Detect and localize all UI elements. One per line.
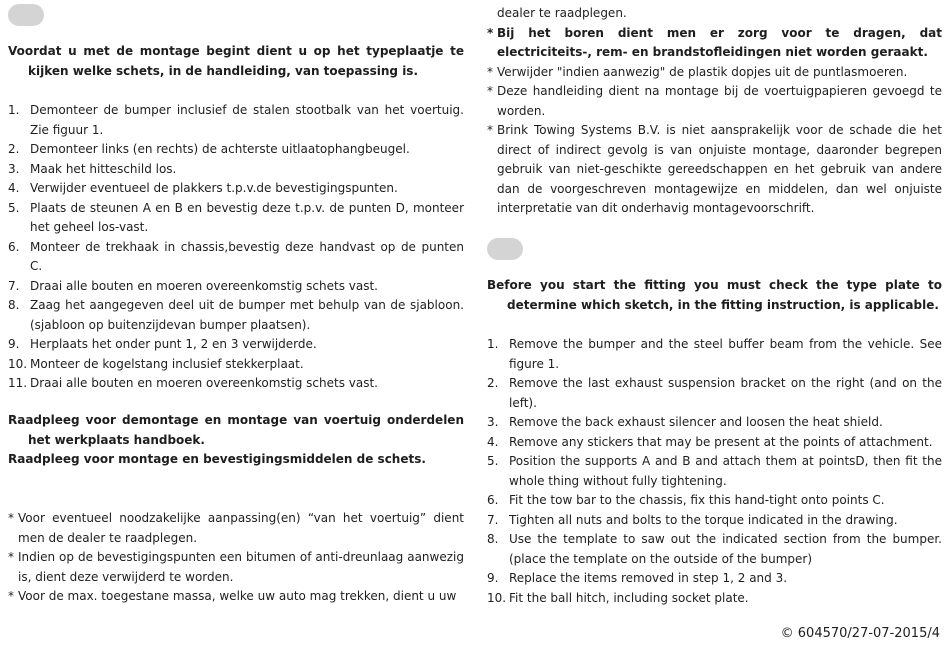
note-text: Voor de max. toegestane massa, welke uw auto mag trekken, dient u uw bbox=[18, 589, 457, 603]
note-item bbox=[487, 121, 942, 219]
step-number: 2. bbox=[8, 142, 20, 156]
step-number: 1. bbox=[8, 103, 20, 117]
step-item bbox=[8, 199, 464, 238]
step-text: Remove the back exhaust silencer and loosen the heat shield. bbox=[509, 415, 883, 429]
step-number: 6. bbox=[8, 239, 20, 254]
note-item bbox=[8, 509, 464, 548]
step-text: Fit the tow bar to the chassis, fix this hand-tight onto points C. bbox=[509, 493, 885, 507]
step-text: Maak het hitteschild los. bbox=[30, 161, 177, 176]
step-number: 4. bbox=[8, 181, 20, 195]
asterisk-bullet: * bbox=[487, 84, 493, 98]
step-item bbox=[8, 296, 464, 335]
step-number: 8. bbox=[487, 532, 499, 546]
asterisk-bullet: * bbox=[487, 25, 494, 40]
step-text: Fit the ball hitch, including socket plate. bbox=[509, 590, 749, 605]
step-number: 8. bbox=[8, 298, 20, 312]
note-text: Voor eventueel noodzakelijke aanpassing(en) “van het voertuig” dient men de dealer te raadplegen. bbox=[18, 511, 464, 545]
step-item bbox=[487, 335, 942, 374]
note-item bbox=[487, 82, 942, 121]
asterisk-bullet: * bbox=[8, 511, 14, 525]
step-text: Plaats de steunen A en B en bevestig deze t.p.v. de punten D, monteer het geheel los-vast. bbox=[30, 200, 464, 234]
step-number: 9. bbox=[8, 337, 20, 351]
step-number: 7. bbox=[487, 512, 499, 527]
asterisk-bullet: * bbox=[487, 64, 493, 79]
note-item bbox=[8, 587, 464, 607]
step-number: 3. bbox=[487, 415, 499, 429]
section-marker-english bbox=[487, 238, 523, 260]
step-text: Replace the items removed in step 1, 2 and 3. bbox=[509, 571, 788, 585]
step-item bbox=[487, 530, 942, 569]
step-text: Monteer de kogelstang inclusief stekkerplaat. bbox=[30, 356, 304, 371]
dutch-intro: Voordat u met de montage begint dient u op het typeplaatje te kijken welke schets, in de handleiding, van toepassing is. bbox=[8, 44, 464, 78]
english-steps-list bbox=[487, 335, 942, 608]
step-item bbox=[8, 140, 464, 160]
section-marker-dutch bbox=[8, 4, 44, 26]
step-item bbox=[8, 277, 464, 297]
dutch-notes-list bbox=[8, 509, 464, 607]
step-item bbox=[487, 452, 942, 491]
note-text: Bij het boren dient men er zorg voor te dragen, dat electriciteits-, rem- en brandstofleidingen niet worden geraakt. bbox=[497, 25, 942, 59]
step-text: Herplaats het onder punt 1, 2 en 3 verwijderde. bbox=[30, 337, 317, 351]
step-number: 9. bbox=[487, 571, 499, 585]
step-item bbox=[487, 589, 942, 609]
english-intro: Before you start the fitting you must check the type plate to determine which sketch, in the fitting instruction, is applicable. bbox=[487, 278, 942, 312]
note-item bbox=[8, 548, 464, 587]
document-code: © 604570/27-07-2015/4 bbox=[780, 626, 940, 641]
step-text: Use the template to saw out the indicated section from the bumper. (place the template on the outside of the bumper) bbox=[509, 532, 942, 566]
note-text: Deze handleiding dient na montage bij de voertuigpapieren gevoegd te worden. bbox=[497, 84, 942, 118]
step-text: Remove the bumper and the steel buffer beam from the vehicle. See figure 1. bbox=[509, 337, 942, 371]
step-item bbox=[8, 335, 464, 355]
step-text: Demonteer de bumper inclusief de stalen stootbalk van het voertuig. Zie figuur 1. bbox=[30, 103, 464, 137]
dutch-steps-list bbox=[8, 101, 464, 394]
step-number: 3. bbox=[8, 161, 20, 176]
step-number: 11. bbox=[8, 376, 28, 390]
step-item bbox=[487, 413, 942, 433]
step-text: Draai alle bouten en moeren overeenkomstig schets vast. bbox=[30, 376, 378, 390]
step-number: 5. bbox=[487, 454, 499, 468]
step-item bbox=[487, 433, 942, 453]
asterisk-bullet: * bbox=[487, 123, 493, 137]
step-item bbox=[487, 511, 942, 531]
step-text: Zaag het aangegeven deel uit de bumper met behulp van de sjabloon. (sjabloon op buitenzijdevan bumper plaatsen). bbox=[30, 298, 464, 332]
step-item bbox=[8, 160, 464, 180]
step-number: 7. bbox=[8, 278, 20, 293]
step-item bbox=[8, 179, 464, 199]
step-item bbox=[487, 491, 942, 511]
step-text: Remove the last exhaust suspension bracket on the right (and on the left). bbox=[509, 376, 942, 410]
step-number: 10. bbox=[8, 356, 28, 371]
step-text: Monteer de trekhaak in chassis,bevestig deze handvast op de punten C. bbox=[30, 239, 464, 273]
dutch-advice-sketch: Raadpleeg voor montage en bevestigingsmiddelen de schets. bbox=[8, 452, 426, 466]
note-text: Indien op de bevestigingspunten een bitumen of anti-dreunlaag aanwezig is, dient deze verwijderd te worden. bbox=[18, 550, 464, 584]
dutch-notes-continued-list bbox=[487, 4, 942, 219]
dutch-advice-workshop: Raadpleeg voor demontage en montage van voertuig onderdelen het werkplaats handboek. bbox=[8, 413, 464, 447]
step-item bbox=[487, 569, 942, 589]
step-text: Verwijder eventueel de plakkers t.p.v.de bevestigingspunten. bbox=[30, 181, 398, 195]
step-item bbox=[8, 374, 464, 394]
note-text: Brink Towing Systems B.V. is niet aansprakelijk voor de schade die het direct of indirect gevolg is van onjuiste montage, daaronder begrepen gebruik van niet-geschikte gereedschappen en het gebruik van andere dan de voorgeschreven montagewijze en middelen, dan wel onjuiste interpretatie van dit onderhavig montagevoorschrift. bbox=[497, 123, 942, 215]
note-item bbox=[487, 63, 942, 83]
asterisk-bullet: * bbox=[8, 550, 14, 564]
step-number: 10. bbox=[487, 590, 507, 605]
note-text: Verwijder "indien aanwezig" de plastik dopjes uit de puntlasmoeren. bbox=[497, 64, 908, 79]
step-number: 6. bbox=[487, 493, 499, 507]
step-item bbox=[487, 374, 942, 413]
step-number: 2. bbox=[487, 376, 499, 390]
step-text: Tighten all nuts and bolts to the torque indicated in the drawing. bbox=[509, 512, 898, 527]
step-item bbox=[8, 101, 464, 140]
asterisk-bullet: * bbox=[8, 589, 14, 603]
step-number: 4. bbox=[487, 434, 499, 449]
step-number: 1. bbox=[487, 337, 499, 351]
note-item bbox=[487, 24, 942, 63]
step-text: Position the supports A and B and attach them at pointsD, then fit the whole thing without fully tightening. bbox=[509, 454, 942, 488]
step-text: Remove any stickers that may be present at the points of attachment. bbox=[509, 434, 933, 449]
step-item bbox=[8, 355, 464, 375]
note-continued: dealer te raadplegen. bbox=[497, 6, 627, 20]
step-text: Draai alle bouten en moeren overeenkomstig schets vast. bbox=[30, 278, 378, 293]
step-item bbox=[8, 238, 464, 277]
step-text: Demonteer links (en rechts) de achterste uitlaatophangbeugel. bbox=[30, 142, 410, 156]
step-number: 5. bbox=[8, 200, 20, 215]
